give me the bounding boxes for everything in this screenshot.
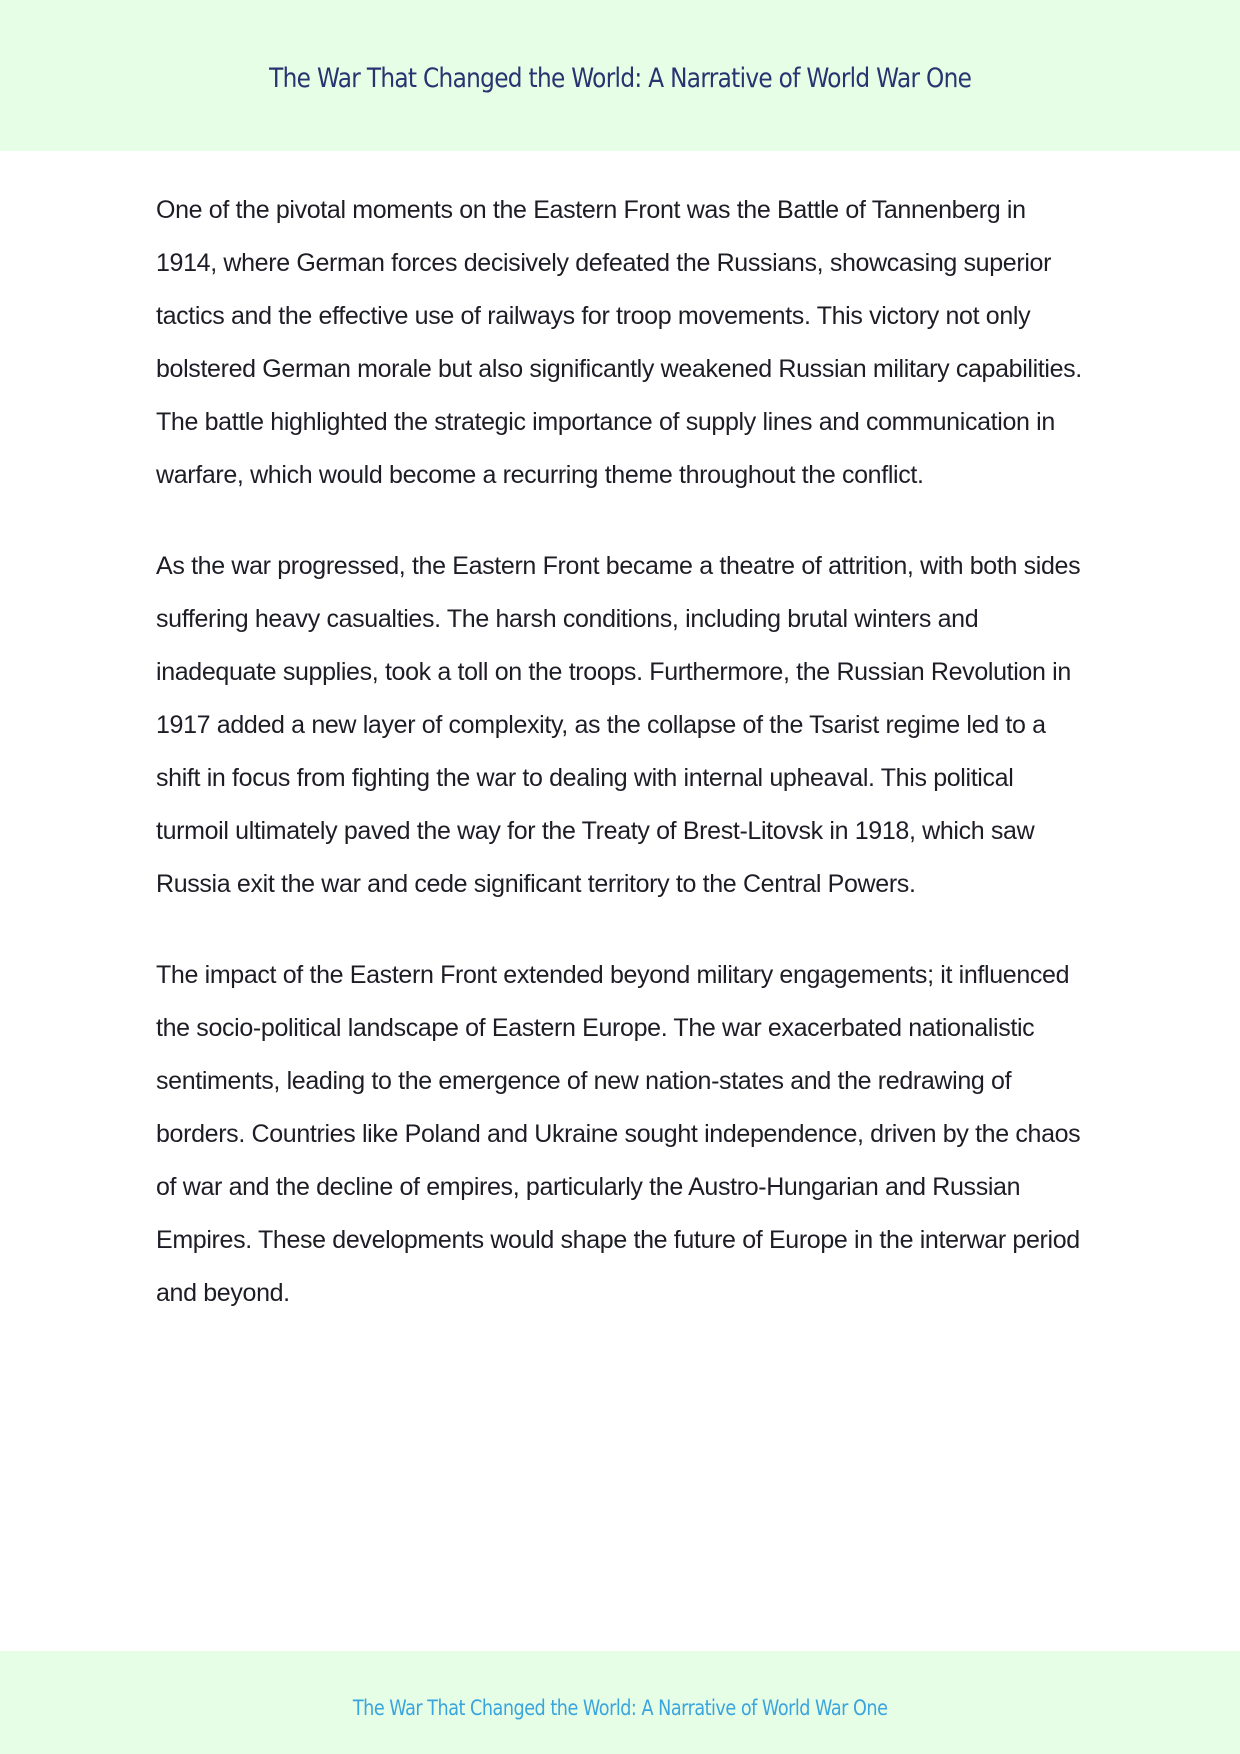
- page-footer: [0, 1651, 1240, 1754]
- paragraph-1: One of the pivotal moments on the Eastern Front was the Battle of Tannenberg in 1914, where German forces decisively defeated the Russians, showcasing superior tactics and the effective use of railways for troop movements. This victory not only bolstered German morale but also significantly weakened Russian military capabilities. The battle highlighted the strategic importance of supply lines and communication in warfare, which would become a recurring theme throughout the conflict.: [156, 196, 1082, 489]
- paragraph-2: As the war progressed, the Eastern Front became a theatre of attrition, with both sides suffering heavy casualties. The harsh conditions, including brutal winters and inadequate supplies, took a toll on the troops. Furthermore, the Russian Revolution in 1917 added a new layer of complexity, as the collapse of the Tsarist regime led to a shift in focus from fighting the war to dealing with internal upheaval. This political turmoil ultimately paved the way for the Treaty of Brest-Litovsk in 1918, which saw Russia exit the war and cede significant territory to the Central Powers.: [156, 552, 1081, 898]
- page-header: [0, 0, 1240, 151]
- document-body: [156, 184, 1086, 1358]
- footer-title: The War That Changed the World: A Narrative of World War One: [352, 1695, 888, 1720]
- page-title: The War That Changed the World: A Narrative of World War One: [268, 63, 972, 94]
- paragraph-3: The impact of the Eastern Front extended beyond military engagements; it influenced the socio-political landscape of Eastern Europe. The war exacerbated nationalistic sentiments, leading to the emergence of new nation-states and the redrawing of borders. Countries like Poland and Ukraine sought independence, driven by the chaos of war and the decline of empires, particularly the Austro-Hungarian and Russian Empires. These developments would shape the future of Europe in the interwar period and beyond.: [156, 961, 1081, 1307]
